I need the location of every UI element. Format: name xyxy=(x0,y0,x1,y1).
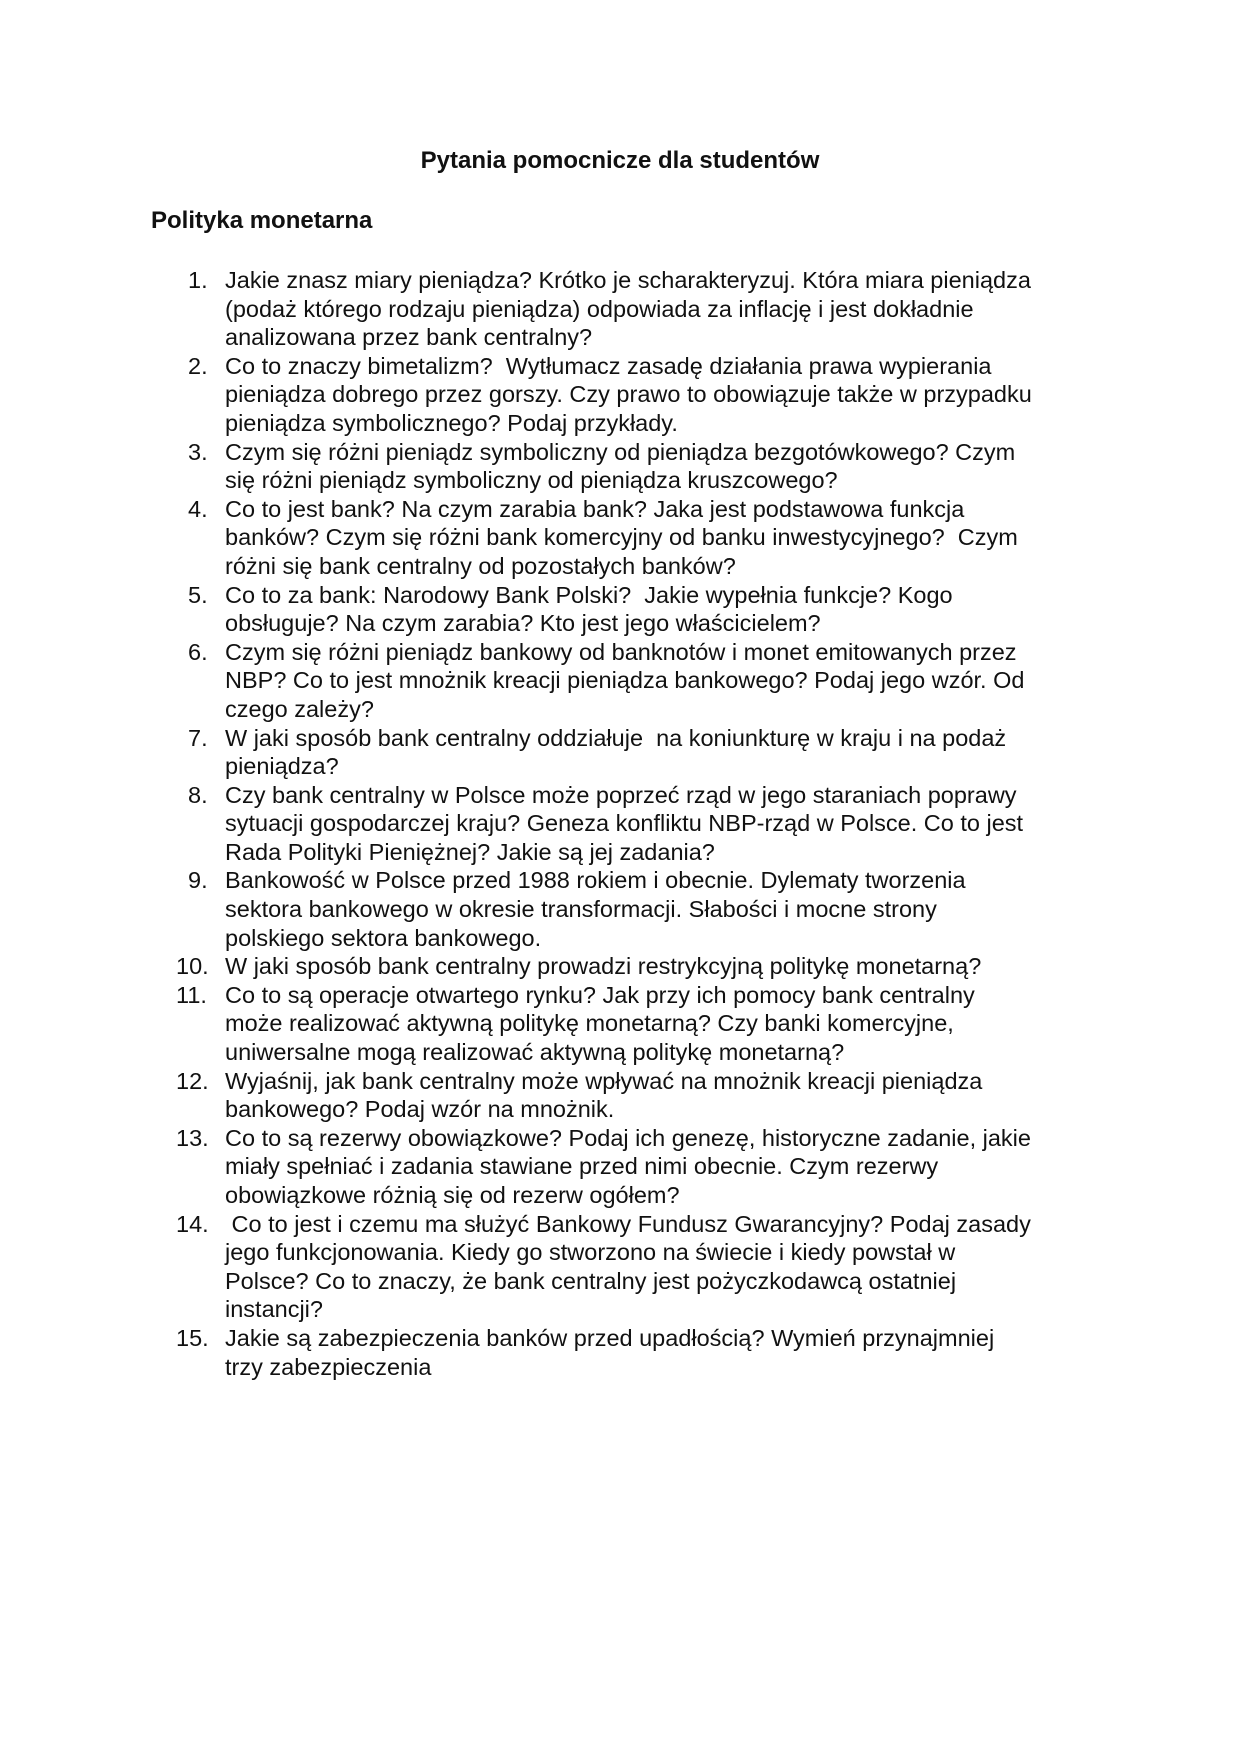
question-number: 5. xyxy=(188,581,208,608)
question-text xyxy=(225,581,1095,638)
question-number: 13. xyxy=(176,1124,209,1151)
question-text-line: jego funkcjonowania. Kiedy go stworzono na świecie i kiedy powstał w xyxy=(225,1239,956,1266)
question-item xyxy=(0,952,1240,981)
question-text-line: się różni pieniądz symboliczny od pieniądza kruszcowego? xyxy=(225,467,838,494)
question-number: 15. xyxy=(176,1324,209,1351)
question-number: 11. xyxy=(176,981,207,1008)
question-text xyxy=(225,1324,1095,1381)
question-text xyxy=(225,952,1095,981)
question-item xyxy=(0,638,1240,724)
question-number: 10. xyxy=(176,953,209,980)
question-item xyxy=(0,866,1240,952)
question-text-line: sektora bankowego w okresie transformacji. Słabości i mocne strony xyxy=(225,896,937,923)
question-number: 6. xyxy=(188,638,208,665)
question-text-line: Co to znaczy bimetalizm? Wytłumacz zasadę działania prawa wypierania xyxy=(225,352,992,379)
question-item xyxy=(0,581,1240,638)
question-text-line: miały spełniać i zadania stawiane przed nimi obecnie. Czym rezerwy xyxy=(225,1153,939,1180)
question-text-line: pieniądza dobrego przez gorszy. Czy prawo to obowiązuje także w przypadku xyxy=(225,381,1032,408)
question-text xyxy=(225,724,1095,781)
question-text-line: pieniądza symbolicznego? Podaj przykłady. xyxy=(225,409,678,436)
question-item xyxy=(0,1324,1240,1381)
question-number: 14. xyxy=(176,1210,209,1237)
document-title: Pytania pomocnicze dla studentów xyxy=(420,147,820,174)
question-item xyxy=(0,1124,1240,1210)
question-text xyxy=(225,438,1095,495)
question-text-line: Czym się różni pieniądz bankowy od banknotów i monet emitowanych przez xyxy=(225,638,1017,665)
question-item xyxy=(0,981,1240,1067)
question-text-line: W jaki sposób bank centralny prowadzi restrykcyjną politykę monetarną? xyxy=(225,953,982,980)
question-text-line: bankowego? Podaj wzór na mnożnik. xyxy=(225,1096,615,1123)
question-text-line: Wyjaśnij, jak bank centralny może wpływać na mnożnik kreacji pieniądza xyxy=(225,1067,983,1094)
question-number: 2. xyxy=(188,352,208,379)
question-text-line: Co to jest bank? Na czym zarabia bank? Jaka jest podstawowa funkcja xyxy=(225,495,965,522)
question-item xyxy=(0,724,1240,781)
question-number: 3. xyxy=(188,438,208,465)
question-text-line: Co to za bank: Narodowy Bank Polski? Jakie wypełnia funkcje? Kogo xyxy=(225,581,953,608)
question-item xyxy=(0,495,1240,581)
question-text-line: banków? Czym się różni bank komercyjny od banku inwestycyjnego? Czym xyxy=(225,524,1018,551)
question-text-line: może realizować aktywną politykę monetarną? Czy banki komercyjne, xyxy=(225,1010,954,1037)
question-text-line: NBP? Co to jest mnożnik kreacji pieniądza bankowego? Podaj jego wzór. Od xyxy=(225,667,1025,694)
question-text-line: W jaki sposób bank centralny oddziałuje na koniunkturę w kraju i na podaż xyxy=(225,724,1007,751)
question-number: 9. xyxy=(188,867,208,894)
question-text-line: instancji? xyxy=(225,1296,323,1323)
question-text xyxy=(225,495,1095,581)
question-text xyxy=(225,638,1095,724)
question-number: 1. xyxy=(188,267,208,293)
question-text xyxy=(225,866,1095,952)
section-heading: Polityka monetarna xyxy=(151,207,373,234)
question-text xyxy=(225,981,1095,1067)
question-text-line: obowiązkowe różnią się od rezerw ogółem? xyxy=(225,1182,680,1208)
question-text xyxy=(225,266,1095,352)
question-text-line: Czy bank centralny w Polsce może poprzeć rząd w jego staraniach poprawy xyxy=(225,781,1017,808)
question-text-line: trzy zabezpieczenia xyxy=(225,1353,432,1380)
question-text-line: Czym się różni pieniądz symboliczny od pieniądza bezgotówkowego? Czym xyxy=(225,438,1016,465)
question-item xyxy=(0,1210,1240,1324)
question-item xyxy=(0,781,1240,867)
question-number: 4. xyxy=(188,495,208,522)
question-text-line: pieniądza? xyxy=(225,753,339,780)
question-number: 8. xyxy=(188,781,208,808)
question-text-line: czego zależy? xyxy=(225,695,374,722)
question-text xyxy=(225,1067,1095,1124)
question-text-line: Jakie znasz miary pieniądza? Krótko je scharakteryzuj. Która miara pieniądza xyxy=(225,267,1031,293)
question-text-line: obsługuje? Na czym zarabia? Kto jest jego właścicielem? xyxy=(225,610,821,637)
question-text xyxy=(225,352,1095,438)
question-text-line: uniwersalne mogą realizować aktywną politykę monetarną? xyxy=(225,1039,845,1066)
question-text-line: analizowana przez bank centralny? xyxy=(225,324,593,351)
question-number: 7. xyxy=(188,724,208,751)
question-text-line: Co to są rezerwy obowiązkowe? Podaj ich genezę, historyczne zadanie, jakie xyxy=(225,1124,1031,1151)
question-number: 12. xyxy=(176,1067,209,1094)
question-text-line: Bankowość w Polsce przed 1988 rokiem i obecnie. Dylematy tworzenia xyxy=(225,867,966,894)
question-text xyxy=(225,1210,1095,1324)
question-text-line: (podaż którego rodzaju pieniądza) odpowiada za inflację i jest dokładnie xyxy=(225,295,974,322)
question-item xyxy=(0,266,1240,352)
question-item xyxy=(0,1067,1240,1124)
question-text-line: Co to jest i czemu ma służyć Bankowy Fundusz Gwarancyjny? Podaj zasady xyxy=(225,1210,1031,1237)
question-text-line: Co to są operacje otwartego rynku? Jak przy ich pomocy bank centralny xyxy=(225,981,975,1008)
question-text xyxy=(225,781,1095,867)
question-text-line: Polsce? Co to znaczy, że bank centralny jest pożyczkodawcą ostatniej xyxy=(225,1267,957,1294)
question-text xyxy=(225,1124,1095,1210)
question-text-line: sytuacji gospodarczej kraju? Geneza konfliktu NBP-rząd w Polsce. Co to jest xyxy=(225,810,1024,837)
question-list xyxy=(0,266,1240,1381)
question-text-line: Jakie są zabezpieczenia banków przed upadłością? Wymień przynajmniej xyxy=(225,1324,995,1351)
question-item xyxy=(0,438,1240,495)
question-text-line: różni się bank centralny od pozostałych banków? xyxy=(225,552,736,579)
question-text-line: Rada Polityki Pieniężnej? Jakie są jej zadania? xyxy=(225,838,715,865)
question-text-line: polskiego sektora bankowego. xyxy=(225,924,542,951)
question-item xyxy=(0,352,1240,438)
